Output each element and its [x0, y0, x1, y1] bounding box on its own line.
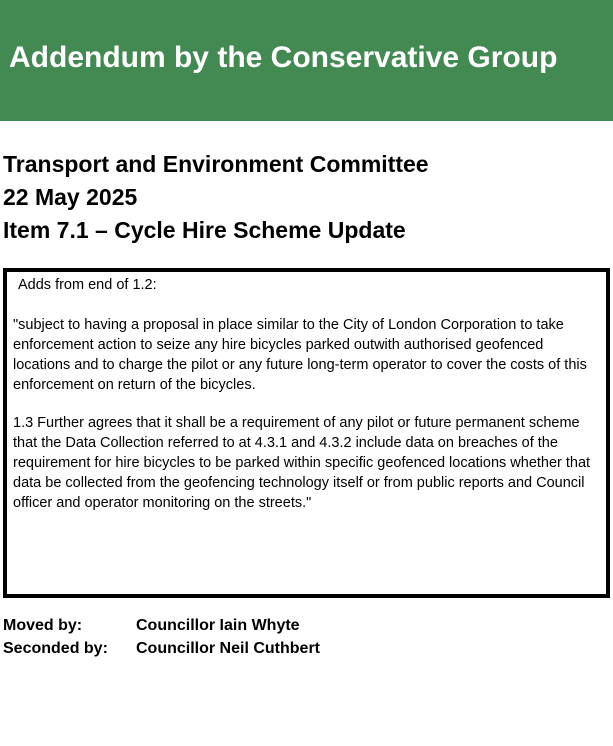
- moved-by-row: [3, 616, 300, 636]
- moved-by-name: Councillor Iain Whyte: [136, 617, 300, 634]
- committee-heading: Transport and Environment Committee: [3, 151, 429, 177]
- amendment-paragraph-1: "subject to having a proposal in place similar to the City of London Corporation to take enforcement action to seize any hire bicycles parked outwith authorised geofenced locations and to charge the pilot or any future long-term operator to cover the costs of this enforcement on return of the bicycles.: [13, 317, 587, 393]
- seconded-by-label: Seconded by:: [3, 640, 108, 657]
- title-banner: [0, 0, 613, 121]
- document-title: Addendum by the Conservative Group: [9, 41, 558, 74]
- amendment-box: [3, 268, 610, 598]
- moved-by-label: Moved by:: [3, 617, 83, 634]
- agenda-item-heading: Item 7.1 – Cycle Hire Scheme Update: [3, 217, 406, 243]
- meeting-date: 22 May 2025: [3, 184, 138, 210]
- seconded-by-name: Councillor Neil Cuthbert: [136, 640, 320, 657]
- seconded-by-row: [3, 639, 320, 659]
- amendment-paragraph-2: 1.3 Further agrees that it shall be a requirement of any pilot or future permanent scheme that the Data Collection referred to at 4.3.1 and 4.3.2 include data on breaches of the requirement for hire bicycles to be parked within specific geofenced locations whether that data be collected from the geofencing technology itself or from public reports and Council officer and operator monitoring on the streets.": [13, 415, 591, 511]
- amendment-intro: Adds from end of 1.2:: [18, 277, 157, 293]
